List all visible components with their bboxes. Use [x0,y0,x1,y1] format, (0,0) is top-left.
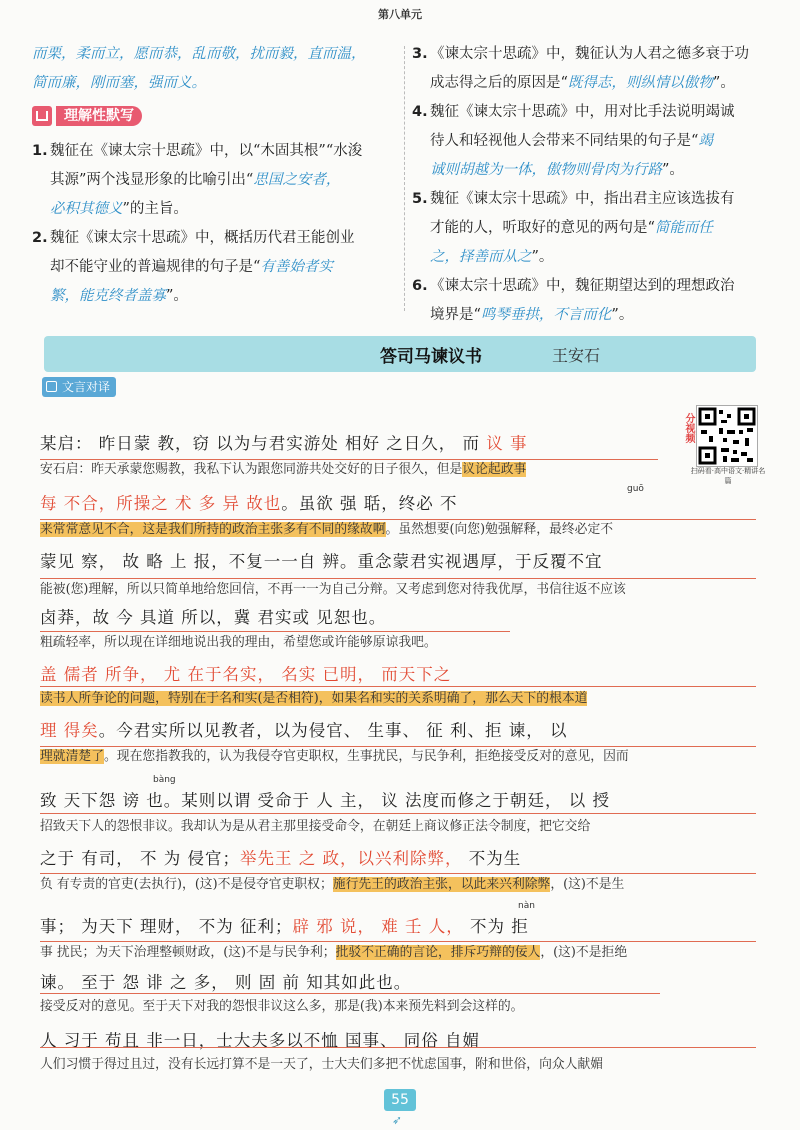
answer-text: 有善始者实 [260,259,333,275]
question-text: 其源”两个浅显形象的比喻引出“ [50,172,254,188]
qr-code[interactable] [696,405,758,467]
text-segment: ，(这)不是生 [550,877,625,892]
answer-text: 之，择善而从之 [430,249,532,265]
original-text-line [40,661,451,685]
question-number: 4. [412,104,428,120]
original-text-line [40,969,411,993]
question-number: 1. [32,143,48,159]
key-phrase: 辟 邪 说， 难 壬 人， [292,917,464,936]
unit-header: 第八单元 [378,8,422,21]
translation-line [40,995,523,1014]
column-divider [404,46,405,311]
translation-line [40,941,627,960]
text-segment: 蒙见 察， 故 略 上 报，不复一一自 辨。重念蒙君实视遇厚，于反覆不宜 [40,552,603,571]
question-line [430,301,772,330]
text-segment: 某启： 昨日蒙 教，窃 以为与君实游处 相好 之日久， 而 [40,434,487,453]
right-questions [412,40,772,330]
text-segment: 。今君实所以见教者，以为侵官、 生事、 征 利、拒 谏， 以 [98,721,568,740]
question-number: 5. [412,191,428,207]
underline [40,746,756,747]
text-segment: 粗疏轻率，所以现在详细地说出我的理由，希望您或许能够原谅我吧。 [40,635,437,650]
text-segment: 人们习惯于得过且过，没有长远打算不是一天了，士大夫们多把不忧虑国事，附和世俗，向众人献媚 [40,1057,604,1072]
question-number: 2. [32,230,48,246]
question-text: 魏征《谏太宗十思疏》中，概括历代君王能创业 [50,230,355,246]
underline [40,686,756,687]
question-text: 《谏太宗十思疏》中，魏征期望达到的理想政治 [430,278,735,294]
left-column [32,40,400,311]
question-line [430,272,772,301]
question-text: ”。 [712,75,735,91]
translation-line [40,578,626,597]
question-line [430,40,772,69]
question-text: 魏征《谏太宗十思疏》中，指出君主应该选拔有 [430,191,735,207]
question-line [50,282,400,311]
qr-label: 分视频 [683,413,694,443]
pinyin-guo: guō [627,484,644,494]
original-text-line [40,604,386,628]
right-column [412,40,772,330]
question-text: ”的主旨。 [122,201,188,217]
original-text-line [40,913,529,937]
key-phrase: 理 得矣 [40,721,99,740]
text-segment: 事 扰民；为天下治理整顿财政，(这)不是与民争利； [40,945,336,960]
top-answer-line-1: 而栗，柔而立，愿而恭，乱而敬，扰而毅，直而温， [32,46,366,62]
underline [40,941,756,942]
highlighted-text: 批驳不正确的言论，排斥巧辩的佞人 [335,945,541,960]
question-line [430,156,772,185]
highlighted-text: 读书人所争论的问题，特别在于名和实(是否相符)，如果名和实的关系明确了，那么天下的根本道 [40,691,588,706]
translation-line [40,518,613,537]
question-line [430,185,772,214]
translation-line [40,687,587,706]
title-banner [44,336,756,372]
text-segment: 人 习于 苟且 非一日，士大夫多以不恤 国事、 同俗 自媚 [40,1031,480,1050]
answer-text: 诚则胡越为一体，傲物则骨肉为行路 [430,162,662,178]
bird-icon: ➶ [392,1113,403,1127]
question-line [430,69,772,98]
question-4 [412,98,772,185]
answer-text: 必积其德义 [50,201,123,217]
question-text: 魏征《谏太宗十思疏》中，用对比手法说明竭诚 [430,104,735,120]
question-text: 成志得之后的原因是“ [430,75,568,91]
answer-text: 既得志，则纵情以傲物 [567,75,713,91]
original-text-line [40,787,610,811]
question-line [430,98,772,127]
text-segment: ，(这)不是拒绝 [540,945,628,960]
translation-tag-label: 文言对译 [62,380,111,394]
translation-line [40,631,437,650]
page-number: 55 [384,1089,416,1111]
question-text: 境界是“ [430,307,481,323]
question-line [430,214,772,243]
pinyin-nan: nàn [518,901,535,911]
question-line [50,224,400,253]
text-segment: 招致天下人的怨恨非议。我却认为是从君主那里接受命令，在朝廷上商议修正法令制度，把它交给 [40,819,591,834]
translation-line [40,458,526,477]
question-line [430,127,772,156]
answer-text: 繁，能克终者盖寡 [50,288,166,304]
translation-line [40,873,624,892]
text-segment: 接受反对的意见。至于天下对我的怨恨非议这么多，那是(我)本来预先料到会这样的。 [40,999,524,1014]
key-phrase: 每 不合，所操之 术 多 异 故也 [40,494,282,513]
question-line [50,195,400,224]
answer-text: 简能而任 [654,220,713,236]
highlighted-text: 议论起政事 [462,462,527,477]
highlighted-text: 来常常意见不合，这是我们所持的政治主张多有不同的缘故啊 [40,522,386,537]
section-header [32,106,142,126]
text-segment: 。虽然想要(向您)勉强解释，最终必定不 [385,522,614,537]
text-segment: 不为生 [462,849,522,868]
translation-line [40,815,590,834]
underline [40,519,756,520]
underline [40,459,658,460]
text-segment: 负 有专责的官吏(去执行)，(这)不是侵夺官吏职权； [40,877,333,892]
question-text: 魏征在《谏太宗十思疏》中，以“木固其根”“水浚 [50,143,363,159]
answer-text: 鸣琴垂拱，不言而化 [480,307,612,323]
section-title: 理解性默写 [56,106,142,126]
underline [40,578,756,579]
original-text-line [40,717,567,741]
text-segment: 卤莽，故 今 具道 所以，冀 君实或 见恕也。 [40,608,387,627]
question-number: 3. [412,46,428,62]
question-line [430,243,772,272]
original-text-line [40,430,527,454]
question-line [50,253,400,282]
key-phrase: 议 事 [486,434,528,453]
book-icon [32,106,52,126]
translation-tag [42,377,116,397]
question-text: ”。 [611,307,634,323]
question-1 [32,137,400,224]
original-text-line [40,490,457,514]
text-segment: 事； 为天下 理财， 不为 征利； [40,917,293,936]
question-line [50,137,400,166]
question-line [50,166,400,195]
question-text: 待人和轻视他人会带来不同结果的句子是“ [430,133,699,149]
translation-line [40,1053,603,1072]
answer-text: 竭 [698,133,713,149]
question-text: ”。 [166,288,188,304]
document-icon [46,381,57,392]
question-text: ”。 [531,249,554,265]
underline [40,993,660,994]
qr-caption: 扫码看·高中语文·精讲名篇 [690,467,766,485]
question-6 [412,272,772,330]
question-text: 才能的人，听取好的意见的两句是“ [430,220,655,236]
key-phrase: 举先王 之 政，以兴利除弊， [239,849,463,868]
key-phrase: 盖 儒者 所争， 尤 在于名实， 名实 已明， 而天下之 [40,665,452,684]
original-text-line [40,845,521,869]
question-3 [412,40,772,98]
question-5 [412,185,772,272]
translation-line [40,745,629,764]
question-text: 却不能守业的普遍规律的句子是“ [50,259,261,275]
original-text-line [40,548,602,572]
underline [40,873,756,874]
underline [40,631,510,632]
text-segment: 致 天下怨 谤 也。某则以谓 受命于 人 主， 议 法度而修之于朝廷， 以 授 [40,791,610,810]
pinyin-bang: bàng [153,775,176,785]
highlighted-text: 施行先王的政治主张，以此来兴利除弊 [332,877,551,892]
underline [40,1047,756,1048]
question-2 [32,224,400,311]
essay-author: 王安石 [552,346,601,365]
qr-block[interactable] [676,405,774,485]
highlighted-text: 理就清楚了 [40,749,104,764]
text-segment: 安石启：昨天承蒙您赐教，我私下认为跟您同游共处交好的日子很久，但是 [40,462,463,477]
text-segment: 之于 有司， 不 为 侵官； [40,849,240,868]
text-segment: 谏。 至于 怨 诽 之 多， 则 固 前 知其如此也。 [40,973,412,992]
answer-text: 思国之安者， [253,172,341,188]
text-segment: 。现在您指教我的，认为我侵夺官吏职权，生事扰民，与民争利，拒绝接受反对的意见，因而 [103,749,629,764]
question-number: 6. [412,278,428,294]
underline [40,813,756,814]
text-segment: 。虽欲 强 聒，终必 不 [281,494,458,513]
essay-title: 答司马谏议书 [380,347,482,367]
top-answer-line-2: 简而廉，刚而塞，强而义。 [32,75,206,91]
text-segment: 不为 拒 [463,917,529,936]
left-questions [32,137,400,311]
question-text: ”。 [662,162,684,178]
question-text: 《谏太宗十思疏》中，魏征认为人君之德多衰于功 [430,46,749,62]
text-segment: 能被(您)理解，所以只简单地给您回信，不再一一为自己分辩。又考虑到您对待我优厚，书信往返不应该 [40,582,626,597]
